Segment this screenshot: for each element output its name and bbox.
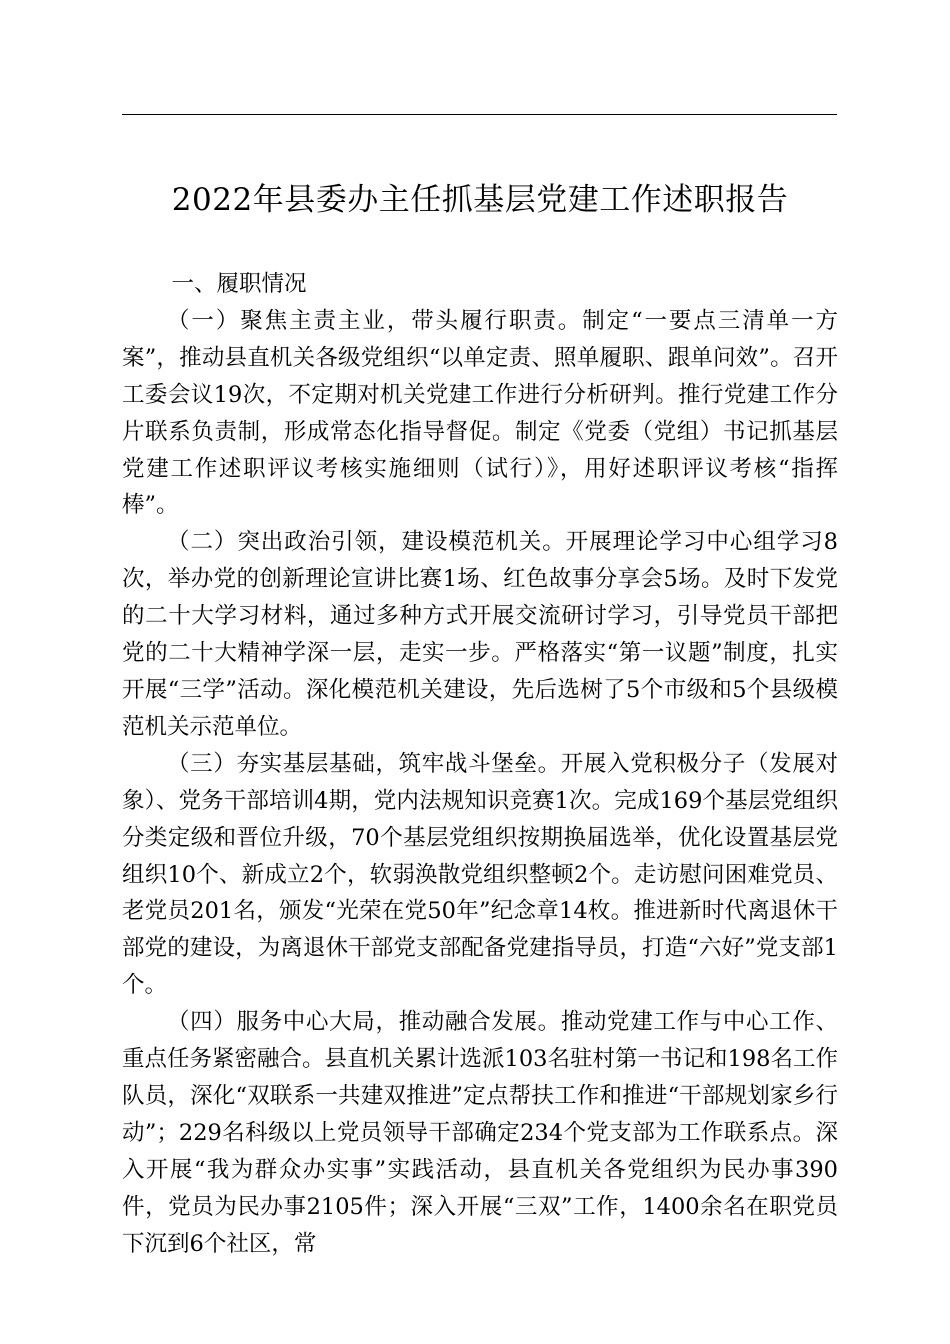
paragraph-3: （三）夯实基层基础，筑牢战斗堡垒。开展入党积极分子（发展对象）、党务干部培训4期，党内法规知识竞赛1次。完成169个基层党组织分类定级和晋位升级，70个基层党组织按期换届选举，优化设置基层党组织10个、新成立2个，软弱涣散党组织整顿2个。走访慰问困难党员、老党员201名，颁发“光荣在党50年”纪念章14枚。推进新时代离退休干部党的建设，为离退休干部党支部配备党建指导员，打造“六好”党支部1个。 <box>122 750 838 999</box>
document-body <box>122 266 838 1262</box>
paragraph-4: （四）服务中心大局，推动融合发展。推动党建工作与中心工作、重点任务紧密融合。县直机关累计选派103名驻村第一书记和198名工作队员，深化“双联系一共建双推进”定点帮扶工作和推进“干部规划家乡行动”；229名科级以上党员领导干部确定234个党支部为工作联系点。深入开展“我为群众办实事”实践活动，县直机关各党组织为民办事390件，党员为民办事2105件；深入开展“三双”工作，1400余名在职党员下沉到6个社区，常 <box>122 1009 838 1257</box>
document-title: 2022年县委办主任抓基层党建工作述职报告 <box>171 182 789 218</box>
paragraph-1: （一）聚焦主责主业，带头履行职责。制定“一要点三清单一方案”，推动县直机关各级党组织“以单定责、照单履职、跟单问效”。召开工委会议19次，不定期对机关党建工作进行分析研判。推行党建工作分片联系负责制，形成常态化指导督促。制定《党委（党组）书记抓基层党建工作述职评议考核实施细则（试行）》，用好述职评议考核“指挥棒”。 <box>122 307 838 519</box>
section-heading: 一、履职情况 <box>171 271 307 297</box>
header-rule <box>122 114 837 115</box>
paragraph-2: （二）突出政治引领，建设模范机关。开展理论学习中心组学习8次，举办党的创新理论宣讲比赛1场、红色故事分享会5场。及时下发党的二十大学习材料，通过多种方式开展交流研讨学习，引导党员干部把党的二十大精神学深一层，走实一步。严格落实“第一议题”制度，扎实开展“三学”活动。深化模范机关建设，先后选树了5个市级和5个县级模范机关示范单位。 <box>122 529 838 740</box>
